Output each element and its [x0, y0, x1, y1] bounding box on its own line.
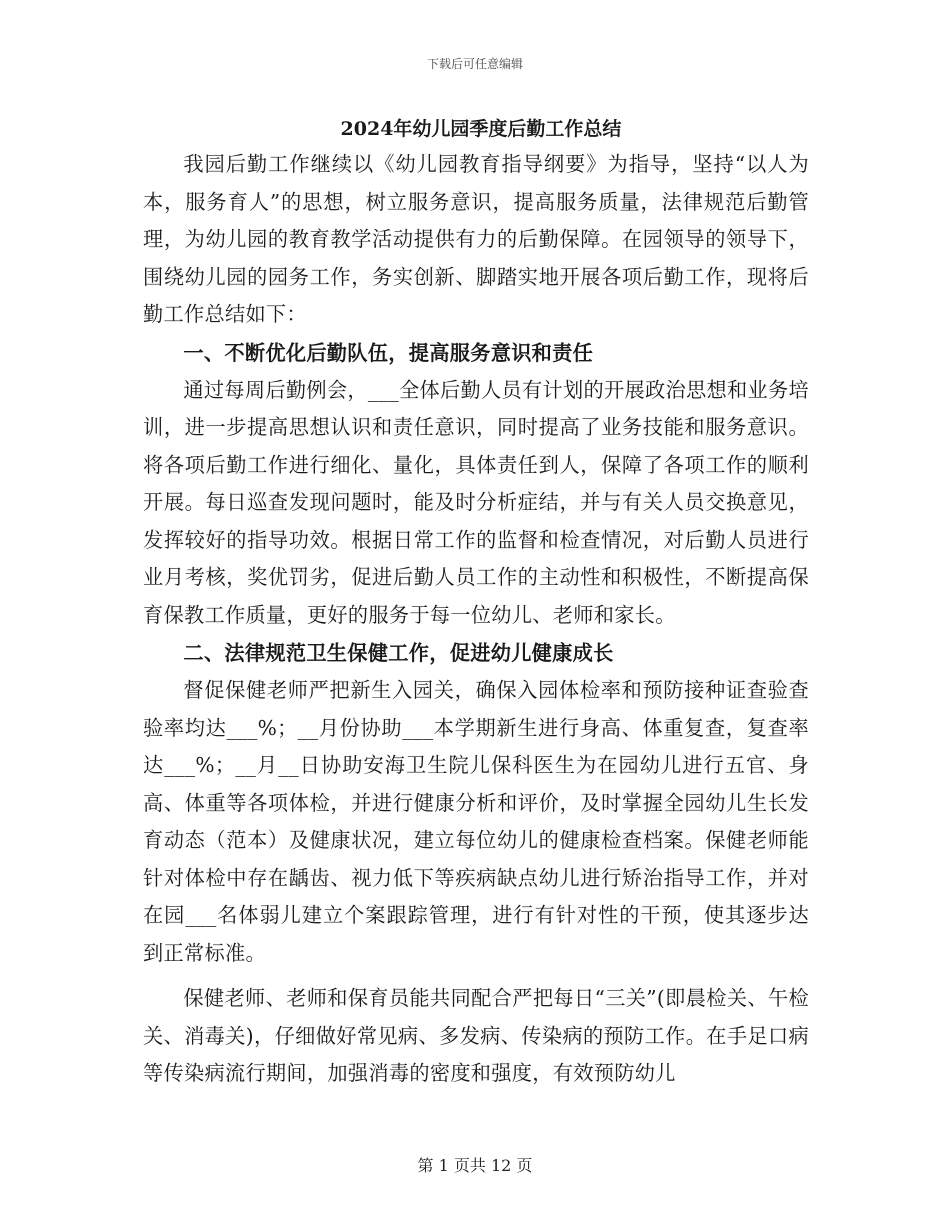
section-2-paragraph-1: 督促保健老师严把新生入园关，确保入园体检率和预防接种证查验查验率均达___%；__月份协助___本学期新生进行身高、体重复查，复查率达___%；__月__日协助安海卫生院儿保科医生为在园幼儿进行五官、身高、体重等各项体检，并进行健康分析和评价，及时掌握全园幼儿生长发育动态（范本）及健康状况，建立每位幼儿的健康检查档案。保健老师能针对体检中存在龋齿、视力低下等疾病缺点幼儿进行矫治指导工作，并对在园___名体弱儿建立个案跟踪管理，进行有针对性的干预，使其逐步达到正常标准。	[143, 678, 809, 965]
page-number: 第 1 页共 12 页	[417, 1156, 533, 1175]
section-2-paragraph-2: 保健老师、老师和保育员能共同配合严把每日“三关”(即晨检关、午检关、消毒关)，仔细做好常见病、多发病、传染病的预防工作。在手足口病等传染病流行期间，加强消毒的密度和强度，有效预防幼儿	[143, 986, 809, 1085]
intro-paragraph: 我园后勤工作继续以《幼儿园教育指导纲要》为指导，坚持“以人为本，服务育人”的思想，树立服务意识，提高服务质量，法律规范后勤管理，为幼儿园的教育教学活动提供有力的后勤保障。在园领导的领导下，围绕幼儿园的园务工作，务实创新、脚踏实地开展各项后勤工作，现将后勤工作总结如下：	[143, 152, 809, 326]
section-2-heading: 二、法律规范卫生保健工作，促进幼儿健康成长	[183, 641, 614, 665]
document-body	[143, 112, 809, 1093]
page-header-note: 下载后可任意编辑	[426, 57, 523, 71]
section-1-paragraph: 通过每周后勤例会，___全体后勤人员有计划的开展政治思想和业务培训，进一步提高思想认识和责任意识，同时提高了业务技能和服务意识。将各项后勤工作进行细化、量化，具体责任到人，保障了各项工作的顺利开展。每日巡查发现问题时，能及时分析症结，并与有关人员交换意见，发挥较好的指导功效。根据日常工作的监督和检查情况，对后勤人员进行业月考核，奖优罚劣，促进后勤人员工作的主动性和积极性，不断提高保育保教工作质量，更好的服务于每一位幼儿、老师和家长。	[143, 377, 809, 627]
section-1-heading: 一、不断优化后勤队伍，提高服务意识和责任	[183, 340, 594, 365]
document-title: 2024年幼儿园季度后勤工作总结	[340, 118, 622, 140]
